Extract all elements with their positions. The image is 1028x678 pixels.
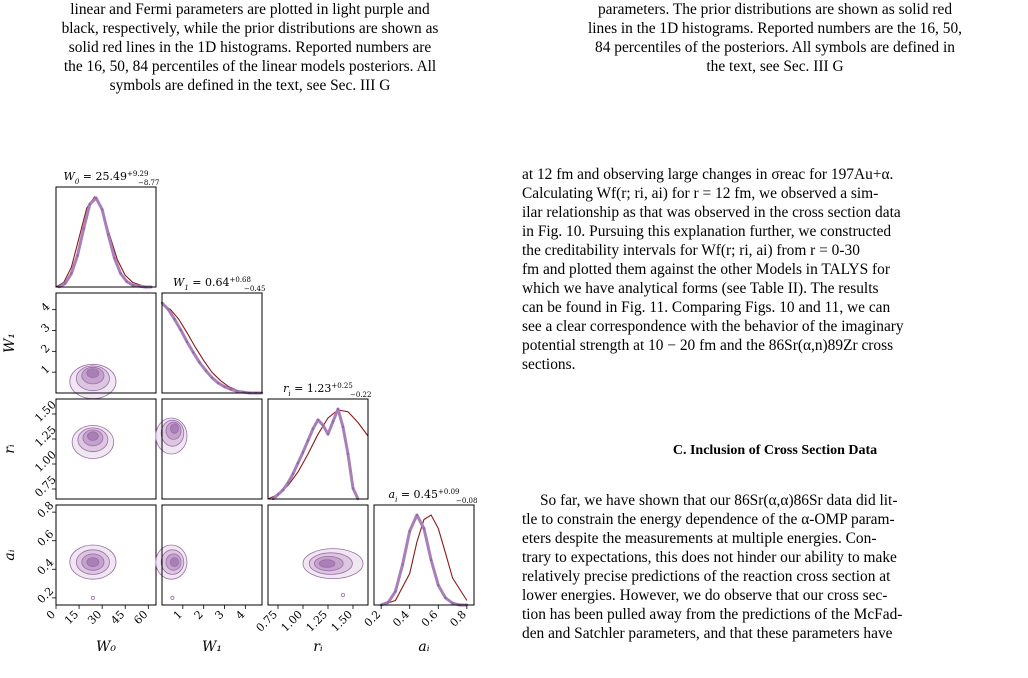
body-line: relatively precise predictions of the reaction cross section at — [522, 568, 891, 585]
y-tick-label: 4 — [38, 300, 53, 315]
posterior-curve — [273, 409, 358, 499]
posterior-point — [101, 208, 103, 210]
posterior-point — [327, 433, 329, 435]
y-tick-label: 0.8 — [34, 498, 57, 521]
body-line: den and Satchler parameters, and that these parameters have — [522, 625, 893, 642]
posterior-point — [132, 284, 134, 286]
posterior-point — [83, 227, 85, 229]
panel-title-W1: $W_1 = 0.64^{+0.68}$ — [173, 276, 251, 292]
posterior-point — [277, 493, 279, 495]
posterior-curve — [59, 198, 151, 287]
x-tick-label: 3 — [212, 607, 227, 623]
posterior-point — [297, 462, 299, 464]
body-line: ilar relationship as that was observed in the cross section data — [522, 204, 901, 221]
posterior-point — [302, 451, 304, 453]
caption-line: parameters. The prior distributions are shown as solid red — [597, 1, 953, 18]
posterior-point — [394, 590, 396, 592]
posterior-point — [126, 280, 128, 282]
posterior-point — [70, 272, 72, 274]
y-tick-label: 1 — [38, 362, 53, 377]
contour-level — [88, 432, 99, 441]
x-axis-label-W0: W₀ — [95, 639, 117, 655]
histogram-panel-W0 — [56, 170, 159, 288]
body-line: can be found in Fig. 11. Comparing Figs. 10 and 11, we can — [522, 299, 891, 316]
y-tick-label: 0.6 — [34, 527, 57, 550]
outlier-point — [171, 596, 174, 599]
posterior-point — [217, 382, 219, 384]
body-line: at 12 fm and observing large changes in σreac for 197Au+α. — [522, 166, 894, 183]
body-line: So far, we have shown that our 86Sr(α,α)86Sr data did lit- — [540, 492, 898, 509]
posterior-point — [76, 254, 78, 256]
x-tick-label: 0.8 — [447, 607, 469, 630]
contour-level — [87, 369, 99, 378]
posterior-point — [211, 377, 213, 379]
x-tick-label: 1 — [170, 607, 185, 623]
posterior-point — [107, 234, 109, 236]
x-tick-label: 60 — [131, 607, 151, 628]
posterior-point — [423, 527, 425, 529]
posterior-point — [342, 426, 344, 428]
panel-title-minus: −0.08 — [456, 497, 478, 505]
body-line: fm and plotted them against the other Models in TALYS for — [522, 261, 890, 278]
caption-line: solid red lines in the 1D histograms. Reported numbers are — [68, 39, 432, 56]
x-tick-label: 1.50 — [328, 607, 356, 635]
panel-title-minus: −0.45 — [244, 285, 266, 293]
body-line: tle to constrain the energy dependence of the α-OMP param- — [522, 511, 895, 528]
posterior-point — [205, 369, 207, 371]
x-tick-label: 1.00 — [278, 607, 306, 635]
left-caption — [0, 0, 500, 95]
posterior-point — [322, 424, 324, 426]
body-line: in Fig. 10. Pursuing this explanation further, we constructed — [522, 223, 892, 240]
x-tick-label: 30 — [85, 607, 105, 628]
caption-line: the 16, 50, 84 percentiles of the linear models posteriors. All — [63, 58, 437, 75]
y-tick-label: 0.75 — [32, 473, 59, 500]
y-tick-label: 0.2 — [34, 584, 57, 607]
x-tick-label: 0.75 — [253, 607, 281, 635]
posterior-point — [186, 341, 188, 343]
x-tick-label: 0.4 — [390, 607, 412, 630]
caption-line: black, respectively, while the prior distributions are shown as — [61, 20, 439, 37]
posterior-point — [167, 308, 169, 310]
body-paragraph-1 — [522, 165, 1028, 374]
contour-level — [87, 558, 99, 567]
contour-panel-ri-ai — [268, 505, 368, 605]
panel-title-W0: $W_0 = 25.49^{+9.29}$ — [63, 170, 149, 186]
contour-panel-W1-ai — [156, 505, 262, 605]
contour-level — [170, 424, 178, 433]
posterior-point — [332, 420, 334, 422]
posterior-point — [292, 473, 294, 475]
x-axis-label-ai: aᵢ — [418, 639, 430, 655]
contour-panel-W0-ai — [56, 505, 156, 605]
posterior-point — [451, 602, 453, 604]
contour-level — [319, 560, 335, 568]
y-tick-label: 2 — [38, 341, 53, 356]
posterior-point — [416, 514, 418, 516]
posterior-point — [198, 361, 200, 363]
caption-line: lines in the 1D histograms. Reported numbers are the 16, 50, — [587, 20, 962, 37]
right-caption — [522, 0, 1028, 76]
posterior-point — [192, 351, 194, 353]
posterior-point — [307, 439, 309, 441]
body-line: potential strength at 10 − 20 fm and the 86Sr(α,n)89Zr cross — [522, 337, 894, 354]
posterior-point — [347, 453, 349, 455]
posterior-point — [287, 482, 289, 484]
posterior-point — [337, 408, 339, 410]
corner-plot — [0, 160, 500, 655]
caption-line: 84 percentiles of the posteriors. All symbols are defined in — [595, 39, 955, 56]
posterior-point — [312, 428, 314, 430]
body-line: tion has been pulled away from the predictions of the McFad- — [522, 606, 903, 623]
outlier-point — [91, 596, 94, 599]
body-line: which we have analytical forms (see Table II). The results — [522, 280, 879, 297]
x-tick-label: 0 — [43, 607, 59, 623]
outlier-point — [341, 593, 344, 596]
posterior-point — [317, 419, 319, 421]
contour-panel-W0-W1 — [56, 293, 156, 399]
body-line: sections. — [522, 356, 576, 373]
posterior-point — [119, 272, 121, 274]
x-axis-label-ri: rᵢ — [313, 639, 323, 655]
posterior-point — [352, 487, 354, 489]
y-tick-label: 1.00 — [32, 448, 59, 475]
body-paragraph-2 — [522, 491, 1028, 643]
posterior-point — [401, 563, 403, 565]
y-tick-label: 1.25 — [32, 423, 59, 450]
x-tick-label: 15 — [62, 607, 82, 628]
body-line: trary to expectations, this does not hinder our ability to make — [522, 549, 897, 566]
caption-line: symbols are defined in the text, see Sec. III G — [109, 77, 391, 94]
x-axis-label-W1: W₁ — [201, 639, 223, 655]
histogram-panel-W1 — [161, 276, 266, 394]
posterior-point — [282, 489, 284, 491]
posterior-point — [64, 282, 66, 284]
posterior-point — [444, 597, 446, 599]
y-tick-label: 3 — [38, 320, 53, 336]
y-axis-label-ai: aᵢ — [2, 549, 18, 561]
posterior-point — [236, 390, 238, 392]
y-axis-label-ri: rᵢ — [2, 444, 18, 454]
caption-line: linear and Fermi parameters are plotted in light purple and — [70, 1, 430, 18]
section-heading: C. Inclusion of Cross Section Data — [672, 443, 878, 458]
caption-line: the text, see Sec. III G — [706, 58, 844, 75]
posterior-point — [387, 601, 389, 603]
contour-panel-W1-ri — [156, 399, 262, 499]
body-line: Calculating Wf(r; ri, ai) for r = 12 fm, we observed a sim- — [522, 185, 879, 202]
histogram-panel-ri — [268, 382, 371, 500]
body-line: see a clear correspondence with the behavior of the imaginary — [522, 318, 904, 335]
body-line: eters despite the measurements at multiple energies. Con- — [522, 530, 877, 547]
x-tick-label: 2 — [191, 607, 206, 623]
panel-title-ai: $a_i = 0.45^{+0.09}$ — [388, 488, 460, 504]
x-tick-label: 45 — [108, 607, 128, 628]
posterior-point — [95, 197, 97, 199]
body-line: lower energies. However, we do observe that our cross sec- — [522, 587, 888, 604]
posterior-point — [409, 530, 411, 532]
y-axis-label-W1: W₁ — [2, 332, 18, 354]
body-line: the creditability intervals for Wf(r; ri, ai) from r = 0-30 — [522, 242, 860, 259]
posterior-point — [223, 386, 225, 388]
panel-title-ri: $r_i = 1.23^{+0.25}$ — [283, 382, 353, 398]
posterior-point — [180, 329, 182, 331]
x-tick-label: 4 — [233, 607, 248, 623]
x-tick-label: 0.2 — [361, 607, 384, 630]
x-tick-label: 0.6 — [418, 607, 441, 630]
posterior-point — [437, 584, 439, 586]
posterior-point — [173, 318, 175, 320]
posterior-point — [430, 559, 432, 561]
posterior-point — [89, 203, 91, 205]
posterior-point — [230, 388, 232, 390]
histogram-panel-ai — [374, 488, 477, 606]
posterior-point — [113, 257, 115, 259]
y-tick-label: 1.50 — [32, 398, 59, 425]
contour-level — [170, 558, 178, 567]
panel-title-minus: −0.22 — [350, 391, 372, 399]
x-tick-label: 1.25 — [303, 607, 331, 635]
prior-curve — [162, 305, 262, 393]
panel-title-minus: −8.77 — [138, 179, 160, 187]
y-tick-label: 0.4 — [34, 556, 57, 578]
contour-panel-W0-ri — [56, 399, 156, 499]
